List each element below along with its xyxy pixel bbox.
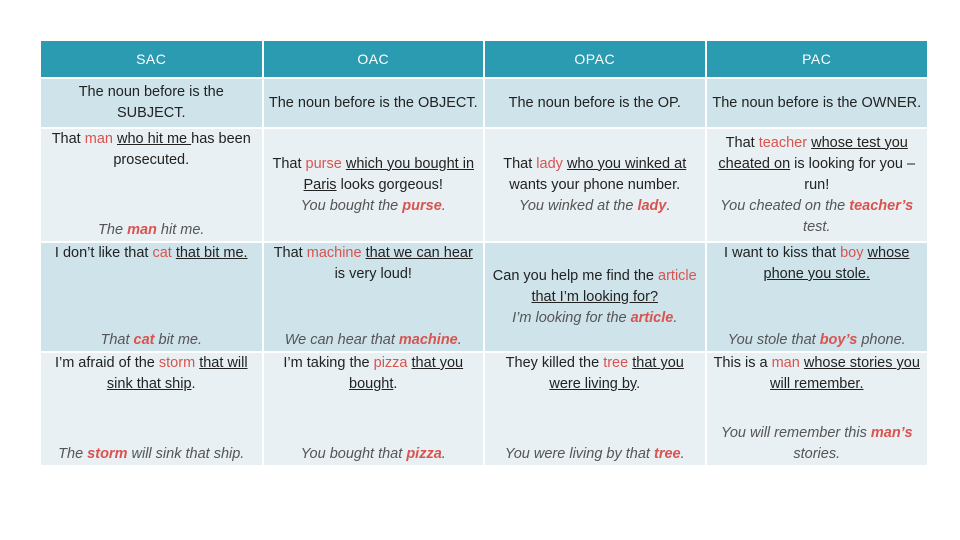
noun-highlight: man: [84, 131, 113, 147]
noun-highlight: article: [658, 267, 697, 284]
example-rewrite: That cat bit me.: [100, 332, 203, 348]
sentence: I want to kiss that boy whose phone you stole.: [724, 245, 910, 282]
sentence: I don’t like that cat that bit me.: [54, 245, 248, 261]
cell-sac-2: [41, 242, 263, 352]
clause-underline: whose test you cheated on: [718, 134, 908, 172]
example-row-3: [41, 352, 927, 466]
sentence: That machine that we can hear is very loud!: [273, 245, 473, 282]
noun-highlight: teacher: [758, 134, 808, 151]
cell-opac-1: [484, 128, 706, 242]
clause-underline: that will sink that ship: [106, 355, 248, 392]
definition-row: [41, 78, 927, 128]
example-rewrite: You bought that pizza.: [300, 446, 446, 462]
clause-underline: who you winked at: [566, 155, 687, 172]
clause-underline: that you were living by: [549, 355, 684, 392]
cell-pac-3: [706, 352, 928, 466]
noun-highlight: machine: [306, 245, 362, 261]
noun-highlight: boy: [840, 245, 864, 261]
example-row-1: [41, 128, 927, 242]
header-oac: OAC: [263, 41, 485, 78]
example-rewrite: You bought the purse.: [300, 197, 446, 214]
noun-highlight: lady: [536, 155, 563, 172]
cell-opac-2: [484, 242, 706, 352]
header-pac: PAC: [706, 41, 928, 78]
noun-highlight: man: [771, 355, 800, 371]
noun-highlight: tree: [603, 355, 629, 371]
cell-sac-1: [41, 128, 263, 242]
sentence: That purse which you bought in Paris looks gorgeous!: [272, 155, 475, 193]
example-rewrite: The man hit me.: [98, 222, 205, 238]
clause-underline: that bit me.: [175, 245, 248, 261]
sentence: They killed the tree that you were living by.: [505, 355, 684, 392]
cell-sac-3: [41, 352, 263, 466]
header-sac: SAC: [41, 41, 263, 78]
noun-highlight: storm: [158, 355, 196, 371]
example-rewrite: We can hear that machine.: [284, 332, 462, 348]
example-row-2: [41, 242, 927, 352]
sentence: That teacher whose test you cheated on is looking for you – run!: [718, 134, 916, 193]
cell-pac-2: [706, 242, 928, 352]
cell-oac-1: [263, 128, 485, 242]
noun-highlight: cat: [152, 245, 172, 261]
sentence: That lady who you winked at wants your phone number.: [503, 155, 687, 193]
sentence: Can you help me find the article that I’m looking for?: [492, 267, 697, 305]
noun-highlight: pizza: [373, 355, 408, 371]
example-rewrite: I’m looking for the article.: [512, 309, 678, 326]
example-rewrite: You will remember this man’s stories.: [720, 425, 913, 462]
header-row: [41, 41, 927, 78]
clause-underline: that I’m looking for?: [531, 288, 659, 305]
definition-opac: The noun before is the OP.: [484, 78, 706, 128]
clause-underline: whose stories you will remember.: [770, 355, 920, 392]
sentence: This is a man whose stories you will remember.: [713, 355, 920, 392]
cell-pac-1: [706, 128, 928, 242]
example-rewrite: The storm will sink that ship.: [58, 446, 245, 462]
cell-opac-3: [484, 352, 706, 466]
example-rewrite: You stole that boy’s phone.: [727, 332, 906, 348]
example-rewrite: You winked at the lady.: [518, 197, 671, 214]
clause-underline: whose phone you stole.: [763, 245, 910, 282]
clause-underline: that we can hear: [365, 245, 473, 261]
sentence: I’m afraid of the storm that will sink that ship.: [54, 355, 248, 392]
noun-highlight: purse: [305, 155, 342, 172]
relative-clause-table: [41, 41, 927, 467]
example-rewrite: You were living by that tree.: [504, 446, 685, 462]
clause-underline: that you bought: [349, 355, 464, 392]
header-opac: OPAC: [484, 41, 706, 78]
clause-underline: who hit me: [116, 131, 192, 147]
definition-pac: The noun before is the OWNER.: [706, 78, 928, 128]
clause-underline: which you bought in Paris: [303, 155, 475, 193]
sentence: I’m taking the pizza that you bought.: [283, 355, 464, 392]
sentence: That man who hit me has been prosecuted.: [51, 131, 251, 168]
definition-sac: The noun before is the SUBJECT.: [41, 78, 263, 128]
example-rewrite: You cheated on the teacher’s test.: [720, 197, 914, 235]
cell-oac-2: [263, 242, 485, 352]
definition-oac: The noun before is the OBJECT.: [263, 78, 485, 128]
cell-oac-3: [263, 352, 485, 466]
